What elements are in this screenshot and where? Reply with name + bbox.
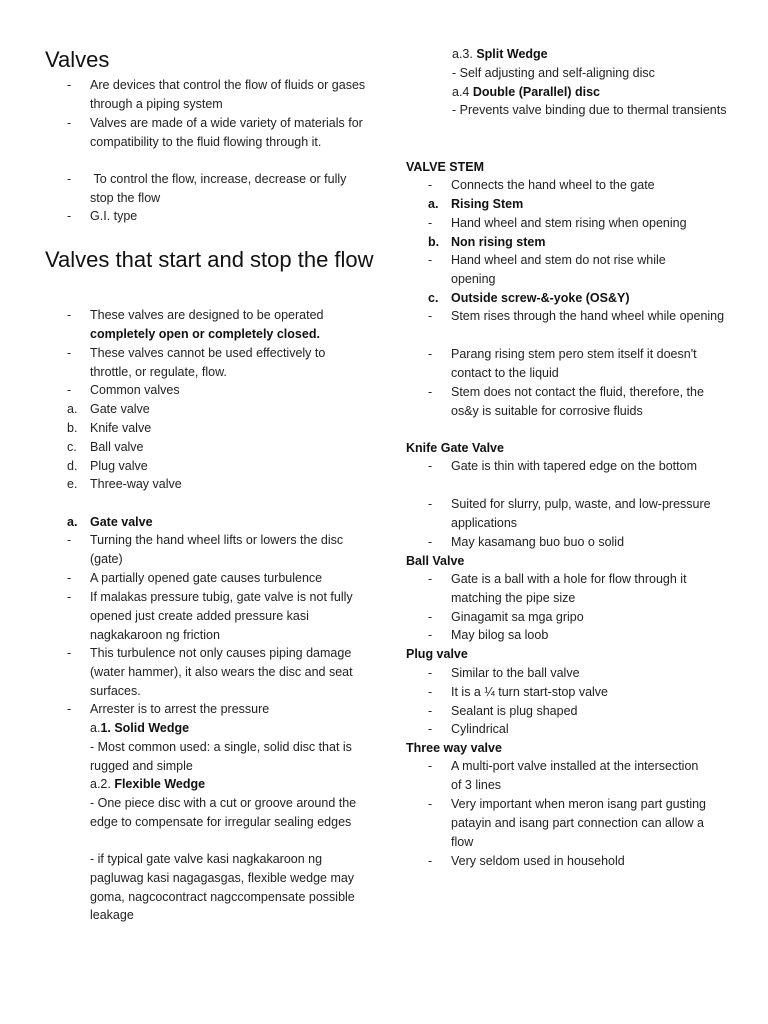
list-item: - Gate is thin with tapered edge on the bottom bbox=[428, 459, 697, 473]
list-item: - May kasamang buo buo o solid bbox=[428, 535, 625, 549]
solid-wedge-title: a.1. Solid Wedge bbox=[90, 721, 190, 735]
osy-heading: c. Outside screw-&-yoke (OS&Y) bbox=[428, 291, 630, 305]
list-item: d. Plug valve bbox=[67, 459, 148, 473]
solid-wedge-desc: - Most common used: a single, solid disc that is rugged and simple bbox=[90, 740, 352, 773]
double-disc-desc: - Prevents valve binding due to thermal transients bbox=[452, 103, 727, 117]
list-item: - A partially opened gate causes turbulence bbox=[67, 571, 323, 585]
list-item: - If malakas pressure tubig, gate valve is not fully opened just create added pressure kasi nagkakaroon ng friction bbox=[67, 590, 353, 642]
list-item: - Stem rises through the hand wheel while opening bbox=[428, 309, 725, 323]
list-item: - G.I. type bbox=[67, 209, 138, 223]
list-item: - To control the flow, increase, decrease or fully stop the flow bbox=[67, 172, 350, 205]
list-item: - Stem does not contact the fluid, therefore, the os&y is suitable for corrosive fluids bbox=[428, 385, 704, 418]
list-item: b. Knife valve bbox=[67, 421, 152, 435]
list-item: a. Gate valve bbox=[67, 402, 150, 416]
list-item: - A multi-port valve installed at the intersection of 3 lines bbox=[428, 759, 699, 792]
three-way-heading: Three way valve bbox=[406, 741, 502, 755]
list-item: - Common valves bbox=[67, 383, 180, 397]
double-disc-title: a.4 Double (Parallel) disc bbox=[452, 85, 600, 99]
list-item: - Turning the hand wheel lifts or lowers the disc (gate) bbox=[67, 533, 344, 566]
list-item: - Similar to the ball valve bbox=[428, 666, 580, 680]
heading-start-stop: Valves that start and stop the flow bbox=[45, 247, 374, 272]
list-item: - Very seldom used in household bbox=[428, 854, 625, 868]
list-item: - Hand wheel and stem rising when opening bbox=[428, 216, 687, 230]
list-item: - This turbulence not only causes piping damage (water hammer), it also wears the disc and seat surfaces. bbox=[67, 646, 353, 698]
list-item: - May bilog sa loob bbox=[428, 628, 549, 642]
list-item: - Valves are made of a wide variety of materials for compatibility to the fluid flowing through it. bbox=[67, 116, 363, 149]
list-item: - It is a ¼ turn start-stop valve bbox=[428, 685, 609, 699]
knife-gate-heading: Knife Gate Valve bbox=[406, 441, 504, 455]
heading-valves: Valves bbox=[45, 47, 110, 72]
list-item: - Hand wheel and stem do not rise while opening bbox=[428, 253, 666, 286]
list-item: - Are devices that control the flow of fluids or gases through a piping system bbox=[67, 78, 366, 111]
flexible-wedge-title: a.2. Flexible Wedge bbox=[90, 777, 206, 791]
list-item: e. Three-way valve bbox=[67, 477, 182, 491]
list-item: - Very important when meron isang part gusting patayin and isang part connection can allow a flow bbox=[428, 797, 706, 849]
rising-stem-heading: a. Rising Stem bbox=[428, 197, 524, 211]
list-item: - Ginagamit sa mga gripo bbox=[428, 610, 584, 624]
ball-valve-heading: Ball Valve bbox=[406, 554, 465, 568]
list-item: - Suited for slurry, pulp, waste, and low-pressure applications bbox=[428, 497, 711, 530]
flexible-wedge-note: - if typical gate valve kasi nagkakaroon ng pagluwag kasi nagagasgas, flexible wedge may goma, nagcocontract nagccompensate possible leakage bbox=[90, 852, 355, 923]
list-item: - Connects the hand wheel to the gate bbox=[428, 178, 655, 192]
list-item: - Arrester is to arrest the pressure bbox=[67, 702, 270, 716]
list-item: c. Ball valve bbox=[67, 440, 144, 454]
list-item: - These valves are designed to be operated completely open or completely closed. bbox=[67, 308, 324, 341]
list-item: - These valves cannot be used effectively to throttle, or regulate, flow. bbox=[67, 346, 326, 379]
list-item: - Sealant is plug shaped bbox=[428, 704, 578, 718]
non-rising-stem-heading: b. Non rising stem bbox=[428, 235, 546, 249]
list-item: - Parang rising stem pero stem itself it doesn't contact to the liquid bbox=[428, 347, 697, 380]
flexible-wedge-desc: - One piece disc with a cut or groove around the edge to compensate for irregular sealing edges bbox=[90, 796, 357, 829]
list-item: - Cylindrical bbox=[428, 722, 509, 736]
split-wedge-title: a.3. Split Wedge bbox=[452, 47, 548, 61]
list-item: - Gate is a ball with a hole for flow through it matching the pipe size bbox=[428, 572, 687, 605]
split-wedge-desc: - Self adjusting and self-aligning disc bbox=[452, 66, 655, 80]
gate-valve-heading: a. Gate valve bbox=[67, 515, 153, 529]
plug-valve-heading: Plug valve bbox=[406, 647, 468, 661]
valve-stem-heading: VALVE STEM bbox=[406, 160, 485, 174]
